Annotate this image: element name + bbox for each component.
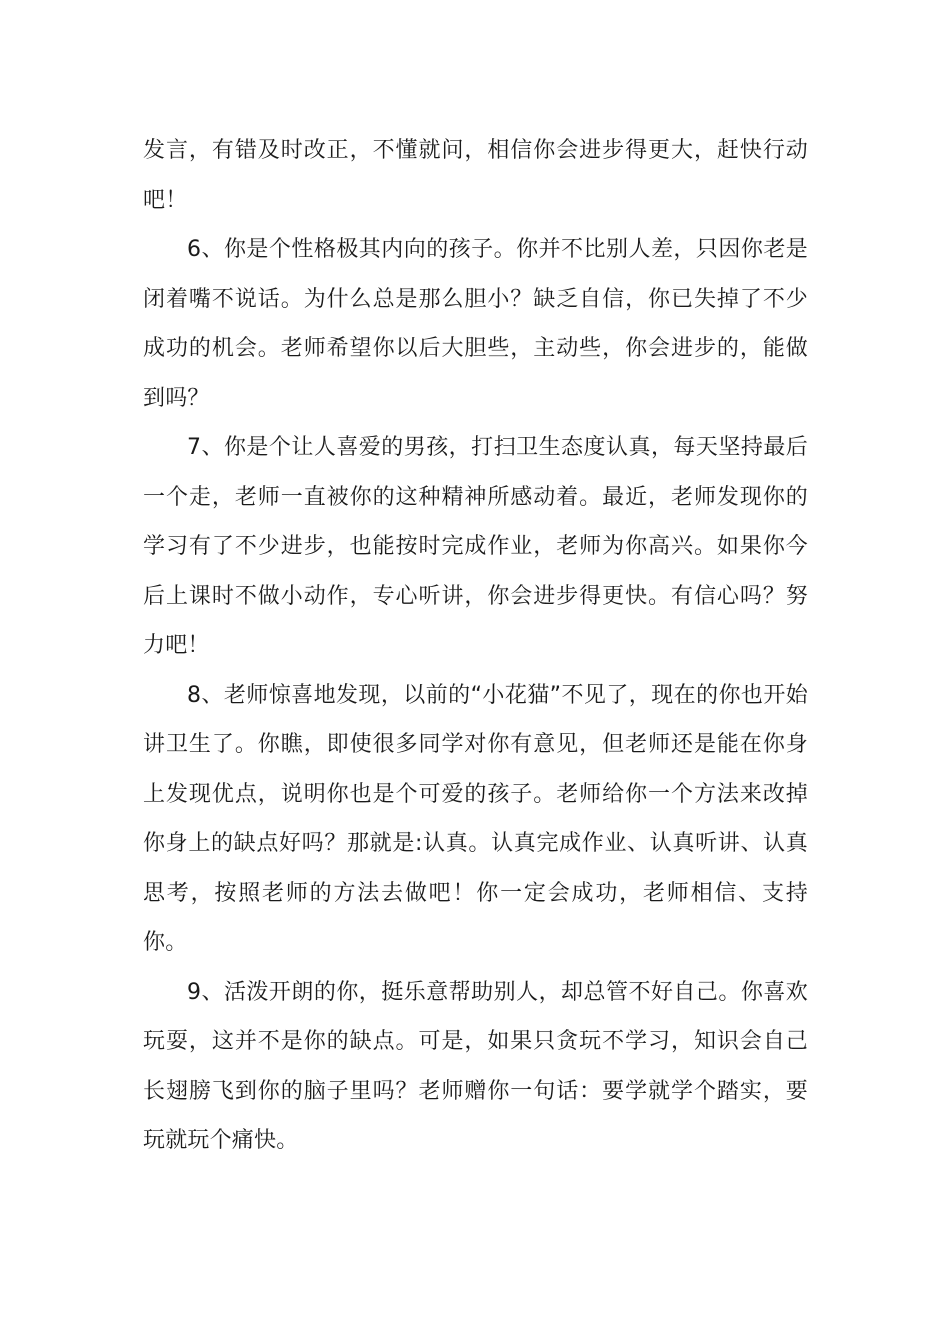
- paragraph-continuation: 发言，有错及时改正，不懂就问，相信你会进步得更大，赶快行动吧！: [143, 138, 808, 213]
- paragraph-item-6: 6、你是个性格极其内向的孩子。你并不比别人差，只因你老是闭着嘴不说话。为什么总是那么胆小？缺乏自信，你已失掉了不少成功的机会。老师希望你以后大胆些，主动些，你会进步的，能做到吗？: [143, 237, 808, 411]
- paragraph-item-9: 9、活泼开朗的你，挺乐意帮助别人，却总管不好自己。你喜欢玩耍，这并不是你的缺点。可是，如果只贪玩不学习，知识会自己长翅膀飞到你的脑子里吗？老师赠你一句话：要学就学个踏实，要玩就玩个痛快。: [143, 979, 808, 1153]
- paragraph-item-7: 7、你是个让人喜爱的男孩，打扫卫生态度认真，每天坚持最后一个走，老师一直被你的这种精神所感动着。最近，老师发现你的学习有了不少进步，也能按时完成作业，老师为你高兴。如果你今后上课时不做小动作，专心听讲，你会进步得更快。有信心吗？努力吧！: [143, 435, 808, 658]
- document-body: [143, 126, 808, 1166]
- paragraph-item-8: 8、老师惊喜地发现，以前的“小花猫”不见了，现在的你也开始讲卫生了。你瞧，即使很多同学对你有意见，但老师还是能在你身上发现优点，说明你也是个可爱的孩子。老师给你一个方法来改掉你身上的缺点好吗？那就是:认真。认真完成作业、认真听讲、认真思考，按照老师的方法去做吧！你一定会成功，老师相信、支持你。: [143, 682, 808, 955]
